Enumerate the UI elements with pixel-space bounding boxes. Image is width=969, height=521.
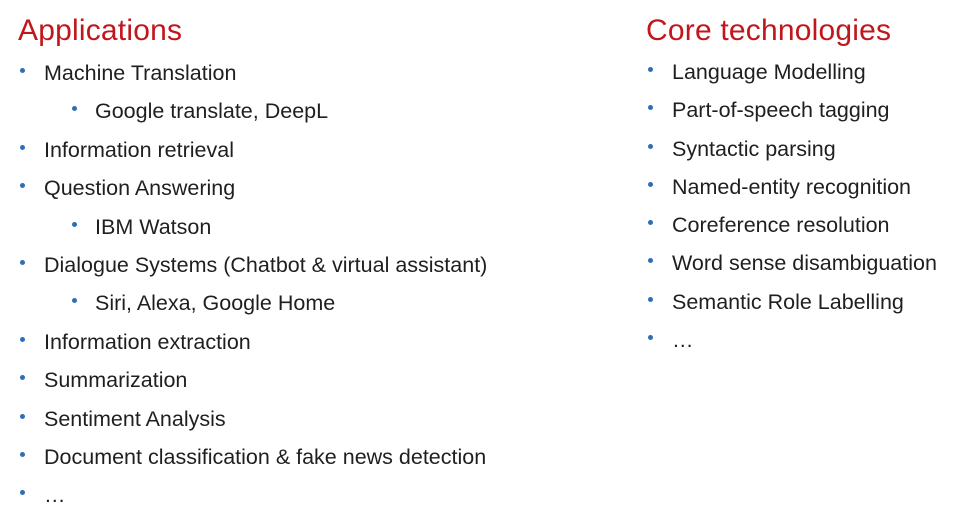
- bullet-icon: [648, 182, 653, 187]
- bullet-icon: [72, 106, 77, 111]
- list-item: [18, 329, 618, 355]
- applications-heading: Applications: [18, 14, 183, 47]
- list-item-text: Document classification & fake news detection: [44, 444, 487, 469]
- list-item-text: Summarization: [44, 368, 188, 393]
- list-item-text: Dialogue Systems (Chatbot & virtual assistant): [44, 252, 488, 277]
- list-item-text: …: [44, 483, 66, 508]
- core-technologies-column: [646, 0, 966, 365]
- bullet-icon: [648, 297, 653, 302]
- bullet-icon: [648, 220, 653, 225]
- bullet-icon: [648, 67, 653, 72]
- bullet-icon: [648, 335, 653, 340]
- bullet-icon: [20, 337, 25, 342]
- list-item: [646, 97, 966, 123]
- list-item-text: Siri, Alexa, Google Home: [95, 291, 336, 316]
- bullet-icon: [72, 222, 77, 227]
- core-technologies-heading: Core technologies: [646, 14, 892, 47]
- list-item-text: Information retrieval: [44, 137, 234, 162]
- core-technologies-list: [646, 59, 966, 353]
- list-item-text: Semantic Role Labelling: [672, 289, 904, 314]
- bullet-icon: [20, 68, 25, 73]
- list-item: [646, 289, 966, 315]
- bullet-icon: [20, 260, 25, 265]
- list-item: [18, 444, 618, 470]
- list-item-text: Language Modelling: [672, 60, 866, 84]
- bullet-icon: [20, 490, 25, 495]
- list-item-text: Syntactic parsing: [672, 136, 836, 161]
- list-item: [18, 406, 618, 432]
- bullet-icon: [20, 183, 25, 188]
- list-item: [18, 98, 618, 124]
- list-item: [18, 214, 618, 240]
- list-item-text: Word sense disambiguation: [672, 251, 937, 276]
- bullet-icon: [20, 375, 25, 380]
- list-item: [18, 367, 618, 393]
- bullet-icon: [20, 414, 25, 419]
- list-item: [646, 59, 966, 85]
- list-item-text: Question Answering: [44, 176, 236, 201]
- list-item: [646, 250, 966, 276]
- list-item: [18, 175, 618, 201]
- list-item-text: …: [672, 328, 694, 353]
- applications-column: [18, 0, 618, 521]
- applications-list: [18, 60, 618, 508]
- bullet-icon: [648, 258, 653, 263]
- list-item: [18, 60, 618, 86]
- bullet-icon: [72, 298, 77, 303]
- list-item: [646, 136, 966, 162]
- list-item-text: Machine Translation: [44, 61, 237, 85]
- bullet-icon: [648, 144, 653, 149]
- bullet-icon: [648, 105, 653, 110]
- list-item: [646, 327, 966, 353]
- list-item-text: Part-of-speech tagging: [672, 98, 890, 123]
- list-item: [18, 137, 618, 163]
- list-item-text: Named-entity recognition: [672, 174, 912, 199]
- list-item-text: Information extraction: [44, 329, 251, 354]
- bullet-icon: [20, 452, 25, 457]
- list-item-text: IBM Watson: [95, 214, 212, 239]
- list-item: [18, 290, 618, 316]
- list-item: [18, 482, 618, 508]
- list-item-text: Sentiment Analysis: [44, 406, 226, 431]
- list-item-text: Coreference resolution: [672, 213, 890, 238]
- list-item: [646, 174, 966, 200]
- list-item: [18, 252, 618, 278]
- bullet-icon: [20, 145, 25, 150]
- list-item-text: Google translate, DeepL: [95, 99, 329, 124]
- list-item: [646, 212, 966, 238]
